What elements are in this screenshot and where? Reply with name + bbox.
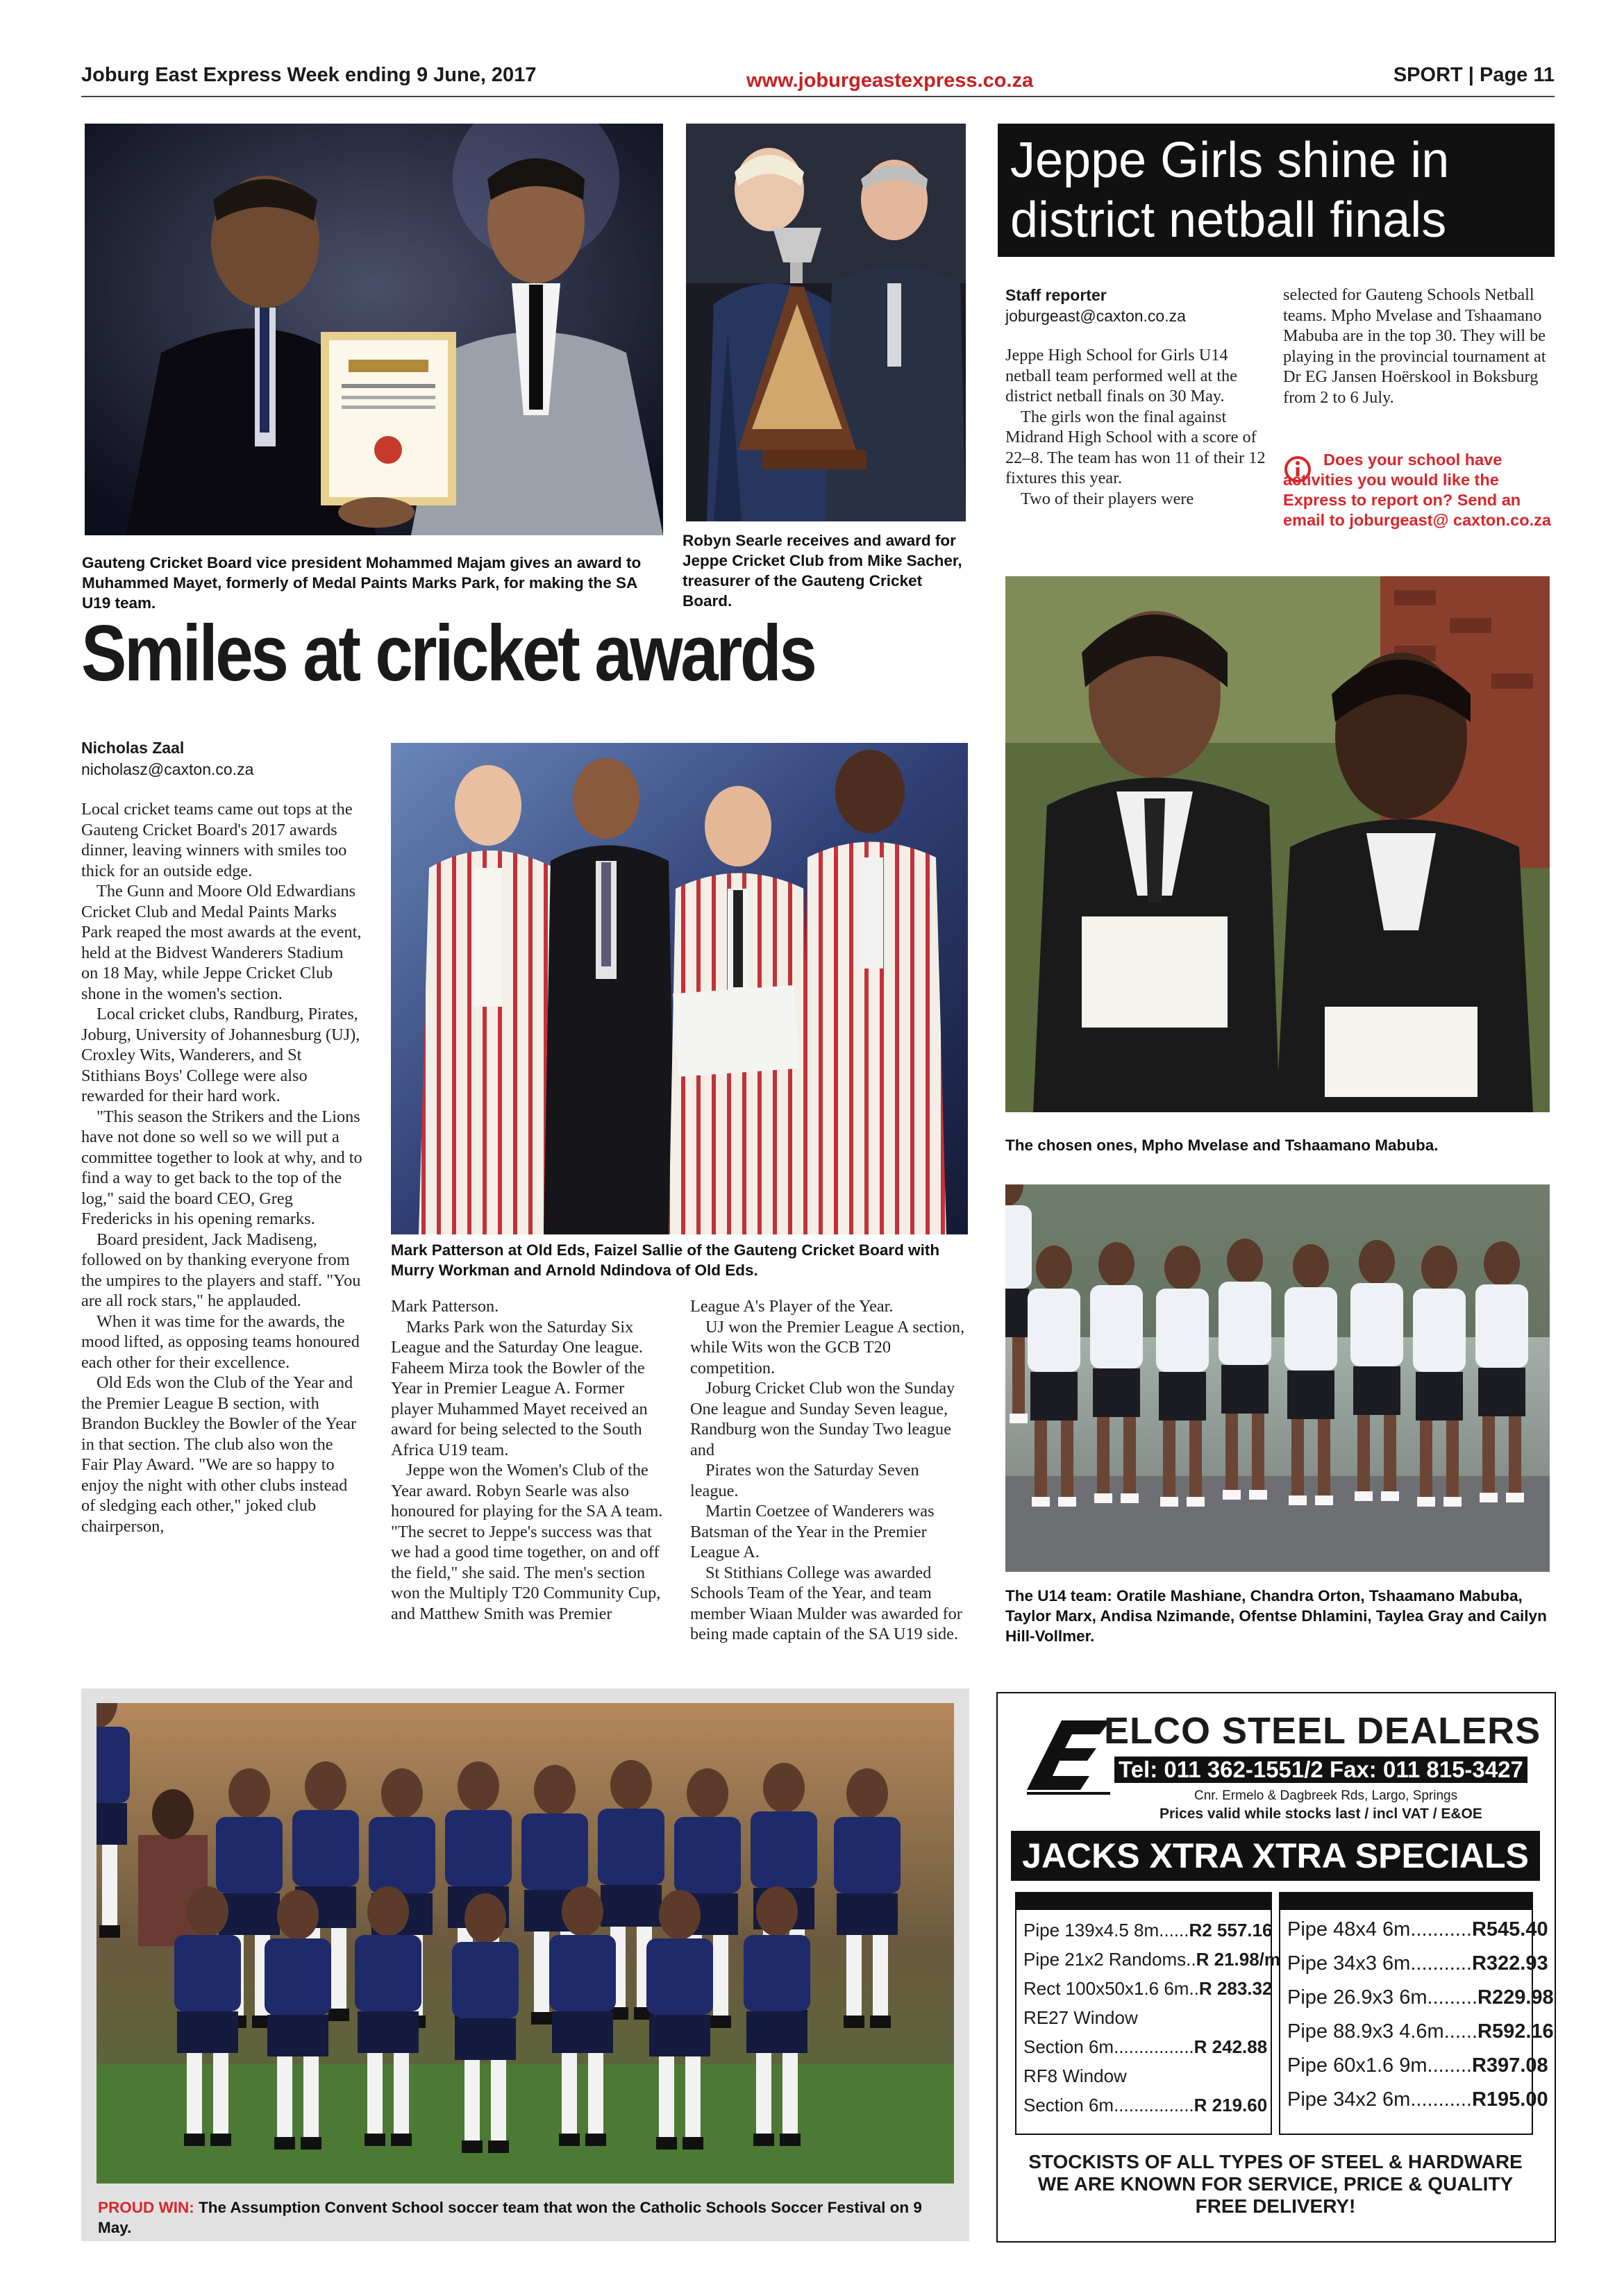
paragraph: Marks Park won the Saturday Six League and the Saturday One league. Faheem Mirza took the Bowler of the Year in Premier League A. Former player Muhammed Mayet received an award for being selected to the South Africa U19 team. bbox=[391, 1317, 648, 1459]
price-item: Section 6m................R 219.60 bbox=[1023, 2095, 1268, 2115]
cricket-article-col-1 bbox=[81, 799, 363, 1536]
netball-byline-email[interactable]: joburgeast@caxton.co.za bbox=[1005, 307, 1186, 325]
ad-phone[interactable]: Tel: 011 362-1551/2 Fax: 011 815-3427 bbox=[1114, 1757, 1527, 1783]
photo-1-caption: Gauteng Cricket Board vice president Mohammed Majam gives an award to Muhammed Mayet, formerly of Medal Paints Marks Park, for making the SA U19 team. bbox=[82, 554, 642, 612]
paragraph: Jeppe won the Women's Club of the Year award. Robyn Searle was also honoured for playing for the SA A team. "The secret to Jeppe's success was that we had a good time together, on and off the field," she said. The men's section won the Multiply T20 Community Cup, and Matthew Smith was Premier bbox=[391, 1461, 663, 1623]
photo-2-caption: Robyn Searle receives and award for Jeppe Cricket Club from Mike Sacher, treasurer of the Gauteng Cricket Board. bbox=[683, 532, 962, 610]
paragraph: Joburg Cricket Club won the Sunday One league and Sunday Seven league, Randburg won the Sunday Two league and bbox=[690, 1379, 955, 1459]
soccer-photo-caption bbox=[98, 2197, 938, 2238]
paragraph: UJ won the Premier League A section, while Wits won the GCB T20 competition. bbox=[690, 1317, 965, 1377]
ad-prices-note: Prices valid while stocks last / incl VAT / E&OE bbox=[1160, 1806, 1482, 1822]
paragraph: St Stithians College was awarded Schools Team of the Year, and team member Wiaan Mulder was awarded for being made captain of the SA U19 side. bbox=[690, 1563, 962, 1643]
caption-body: The Assumption Convent School soccer team that won the Catholic Schools Soccer Festival on 9 May. bbox=[98, 2199, 922, 2236]
paragraph: "This season the Strikers and the Lions have not done so well so we will put a committee together to look at why, and to find a way to get back to the top of the log," said the board CEO, Greg Fredericks in his opening remarks. bbox=[81, 1107, 362, 1228]
paragraph: selected for Gauteng Schools Netball teams. Mpho Mvelase and Tshaamano Mabuba are in the top 30. They will be playing in the provincial tournament at Dr EG Jansen Hoërskool in Boksburg from 2 to 6 July. bbox=[1283, 285, 1546, 407]
price-item: RF8 Window bbox=[1023, 2065, 1127, 2086]
paragraph: The girls won the final against Midrand High School with a score of 22–8. The team has won 11 of their 12 fixtures this year. bbox=[1005, 407, 1266, 487]
paragraph: Jeppe High School for Girls U14 netball team performed well at the district netball finals on 30 May. bbox=[1005, 346, 1237, 405]
paragraph: Old Eds won the Club of the Year and the Premier League B section, with Brandon Buckley the Bowler of the Year in that section. The club also won the Fair Play Award. "We are so happy to enjoy the night with other clubs instead of sledging each other," joked club chairperson, bbox=[81, 1373, 357, 1536]
elco-logo-icon bbox=[1023, 1713, 1114, 1797]
cricket-award-photo-2 bbox=[686, 124, 966, 521]
price-list-left bbox=[1015, 1892, 1280, 2135]
paragraph: When it was time for the awards, the mood lifted, as opposing teams honoured each other for their excellence. bbox=[81, 1312, 360, 1372]
school-activities-callout[interactable]: Does your school have activities you would like the Express to report on? Send an email to joburgeast@ caxton.co.za bbox=[1283, 451, 1551, 529]
price-item: Pipe 34x3 6m...........R322.93 bbox=[1287, 1952, 1548, 1975]
cricket-article-col-3 bbox=[690, 1296, 969, 1645]
ad-address: Cnr. Ermelo & Dagbreek Rds, Largo, Springs bbox=[1194, 1788, 1458, 1803]
price-item: Pipe 60x1.6 9m........R397.08 bbox=[1287, 2054, 1548, 2077]
netball-article-col-1 bbox=[1005, 345, 1269, 509]
paragraph: Pirates won the Saturday Seven league. bbox=[690, 1461, 919, 1500]
netball-photo-1-caption: The chosen ones, Mpho Mvelase and Tshaamano Mabuba. bbox=[1005, 1137, 1439, 1154]
cricket-byline-email[interactable]: nicholasz@caxton.co.za bbox=[81, 760, 254, 778]
cricket-award-photo-1 bbox=[85, 124, 663, 535]
price-item: Pipe 88.9x3 4.6m......R592.16 bbox=[1287, 2020, 1554, 2043]
cricket-headline: Smiles at cricket awards bbox=[81, 610, 815, 698]
price-item: Pipe 21x2 Randoms..R 21.98/m bbox=[1023, 1949, 1280, 1970]
soccer-team-photo bbox=[97, 1703, 954, 2184]
price-item: RE27 Window bbox=[1023, 2007, 1138, 2028]
paragraph: Martin Coetzee of Wanderers was Batsman of the Year in the Premier League A. bbox=[690, 1502, 935, 1561]
netball-headline: Jeppe Girls shine in district netball finals bbox=[998, 124, 1555, 257]
ad-footer-text: STOCKISTS OF ALL TYPES OF STEEL & HARDWARE WE ARE KNOWN FOR SERVICE, PRICE & QUALITY FREE DELIVERY! bbox=[1028, 2151, 1523, 2217]
paragraph: Local cricket teams came out tops at the Gauteng Cricket Board's 2017 awards dinner, leaving winners with smiles too thick for an outside edge. bbox=[81, 800, 353, 880]
price-item: Pipe 139x4.5 8m......R2 557.16 bbox=[1023, 1920, 1273, 1941]
price-item: Pipe 48x4 6m...........R545.40 bbox=[1287, 1918, 1548, 1941]
price-list-right bbox=[1279, 1892, 1554, 2135]
ad-company-name: ELCO STEEL DEALERS bbox=[1104, 1710, 1541, 1752]
netball-byline-name: Staff reporter bbox=[1005, 286, 1107, 304]
price-items bbox=[1287, 1913, 1554, 2117]
price-item: Pipe 26.9x3 6m.........R229.98 bbox=[1287, 1986, 1554, 2009]
paragraph: Mark Patterson. bbox=[391, 1297, 499, 1316]
paragraph: Two of their players were bbox=[1021, 489, 1194, 508]
netball-photo-2-caption: The U14 team: Oratile Mashiane, Chandra Orton, Tshaamano Mabuba, Taylor Marx, Andisa Nzimande, Ofentse Dhlamini, Taylea Gray and Cailyn Hill-Vollmer. bbox=[1005, 1587, 1547, 1645]
photo-3-caption: Mark Patterson at Old Eds, Faizel Sallie of the Gauteng Cricket Board with Murry Workman and Arnold Ndindova of Old Eds. bbox=[391, 1241, 940, 1279]
netball-article-col-2 bbox=[1283, 285, 1550, 408]
price-item: Pipe 34x2 6m...........R195.00 bbox=[1287, 2088, 1548, 2111]
paragraph: Local cricket clubs, Randburg, Pirates, Joburg, University of Johannesburg (UJ), Croxley Wits, Wanderers, and St Stithians Boys' College were also rewarded for their hard work. bbox=[81, 1005, 360, 1105]
paragraph: Board president, Jack Madiseng, followed on by thanking everyone from the umpires to the players and staff. "You are all rock stars," he applauded. bbox=[81, 1230, 361, 1310]
website-url[interactable]: www.joburgeastexpress.co.za bbox=[746, 69, 1034, 92]
cricket-byline-name: Nicholas Zaal bbox=[81, 739, 185, 757]
cricket-article-col-2 bbox=[391, 1296, 670, 1624]
cricket-award-photo-3 bbox=[391, 743, 968, 1234]
price-items bbox=[1023, 1916, 1280, 2120]
price-item: Rect 100x50x1.6 6m..R 283.32 bbox=[1023, 1978, 1273, 1999]
header-rule bbox=[81, 96, 1555, 97]
netball-girls-photo bbox=[1005, 576, 1550, 1112]
section-page-label: SPORT | Page 11 bbox=[1393, 64, 1555, 86]
price-item: Section 6m................R 242.88 bbox=[1023, 2036, 1268, 2057]
ad-specials-banner: JACKS XTRA XTRA SPECIALS bbox=[1011, 1831, 1540, 1881]
caption-lead: PROUD WIN: bbox=[98, 2199, 194, 2216]
paragraph: The Gunn and Moore Old Edwardians Cricket Club and Medal Paints Marks Park reaped the most awards at the event, held at the Bidvest Wanderers Stadium on 18 May, while Jeppe Cricket Club shone in the women's section. bbox=[81, 882, 362, 1003]
paragraph: League A's Player of the Year. bbox=[690, 1297, 894, 1316]
netball-team-photo bbox=[1005, 1184, 1550, 1572]
newspaper-masthead: Joburg East Express Week ending 9 June, 2017 bbox=[81, 64, 537, 86]
